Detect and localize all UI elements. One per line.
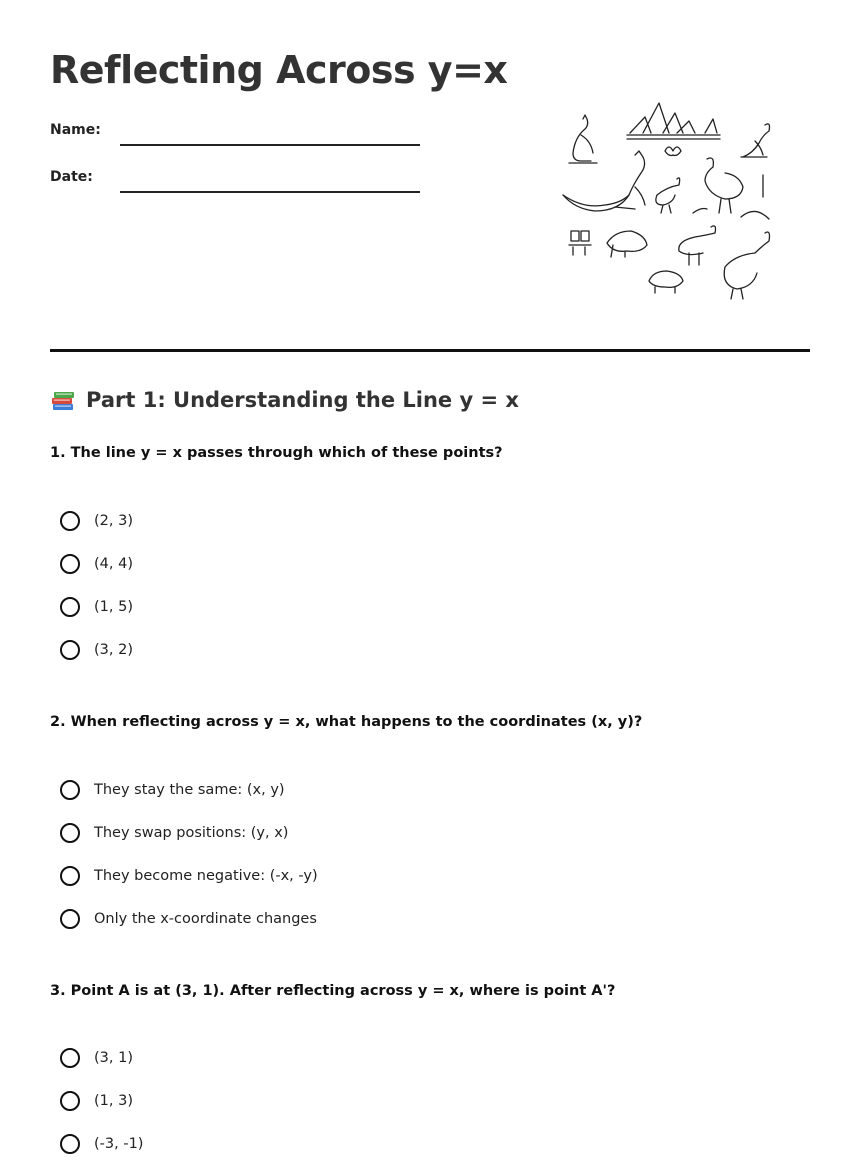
leaf-icon xyxy=(693,209,707,214)
option-label: They stay the same: (x, y) xyxy=(94,782,285,798)
question-1-prompt: 1. The line y = x passes through which of these points? xyxy=(50,445,503,461)
radio-button[interactable] xyxy=(60,597,80,617)
q3-option-2[interactable] xyxy=(60,1091,133,1111)
q1-option-4[interactable] xyxy=(60,640,133,660)
cassowary-icon xyxy=(705,158,743,213)
australian-animals-icon xyxy=(555,95,780,305)
wombat-icon xyxy=(649,271,683,293)
option-label: They swap positions: (y, x) xyxy=(94,825,289,841)
radio-button[interactable] xyxy=(60,1091,80,1111)
books-icon xyxy=(50,387,76,413)
radio-button[interactable] xyxy=(60,511,80,531)
date-label: Date: xyxy=(50,169,93,185)
radio-button[interactable] xyxy=(60,1048,80,1068)
kangaroo-icon xyxy=(569,115,597,163)
q2-option-4[interactable] xyxy=(60,909,317,929)
name-field[interactable] xyxy=(120,130,420,146)
radio-button[interactable] xyxy=(60,640,80,660)
option-label: (-3, -1) xyxy=(94,1136,144,1152)
radio-button[interactable] xyxy=(60,823,80,843)
option-label: (1, 5) xyxy=(94,599,133,615)
section-heading-text: Part 1: Understanding the Line y = x xyxy=(86,388,519,412)
option-label: (2, 3) xyxy=(94,513,133,529)
question-3-prompt: 3. Point A is at (3, 1). After reflecting across y = x, where is point A'? xyxy=(50,983,616,999)
radio-button[interactable] xyxy=(60,866,80,886)
section-heading xyxy=(50,387,519,413)
q2-option-1[interactable] xyxy=(60,780,285,800)
option-label: (3, 1) xyxy=(94,1050,133,1066)
echidna-icon xyxy=(607,231,647,257)
q1-option-1[interactable] xyxy=(60,511,133,531)
page-title: Reflecting Across y=x xyxy=(50,48,508,92)
option-label: They become negative: (-x, -y) xyxy=(94,868,318,884)
option-label: Only the x-coordinate changes xyxy=(94,911,317,927)
boomerang-icon xyxy=(741,211,769,219)
q3-option-3[interactable] xyxy=(60,1134,143,1154)
option-label: (4, 4) xyxy=(94,556,133,572)
date-field[interactable] xyxy=(120,177,420,193)
large-emu-icon xyxy=(724,232,769,299)
radio-button[interactable] xyxy=(60,1134,80,1154)
koala-icon xyxy=(569,231,591,255)
emu-icon xyxy=(656,178,680,213)
flower-icon xyxy=(665,147,681,156)
emu-bottom-icon xyxy=(679,226,716,265)
q1-option-3[interactable] xyxy=(60,597,133,617)
name-label: Name: xyxy=(50,122,101,138)
q2-option-3[interactable] xyxy=(60,866,318,886)
divider xyxy=(50,349,810,352)
radio-button[interactable] xyxy=(60,780,80,800)
option-label: (1, 3) xyxy=(94,1093,133,1109)
q2-option-2[interactable] xyxy=(60,823,288,843)
q3-option-1[interactable] xyxy=(60,1048,133,1068)
question-2-prompt: 2. When reflecting across y = x, what happens to the coordinates (x, y)? xyxy=(50,714,643,730)
radio-button[interactable] xyxy=(60,909,80,929)
radio-button[interactable] xyxy=(60,554,80,574)
opera-house-icon xyxy=(627,103,720,139)
option-label: (3, 2) xyxy=(94,642,133,658)
wallaby-icon xyxy=(741,124,770,157)
q1-option-2[interactable] xyxy=(60,554,133,574)
